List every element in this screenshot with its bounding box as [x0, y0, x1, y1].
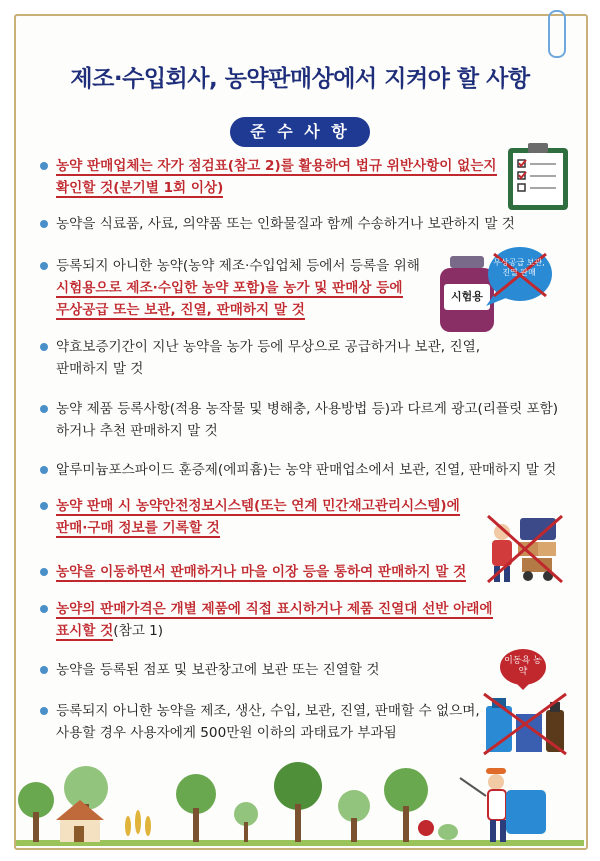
rule-text [56, 213, 515, 235]
rule-item [40, 398, 558, 442]
paperclip-icon [548, 10, 566, 58]
rule-text [56, 398, 558, 442]
bullet-icon [40, 405, 48, 413]
rule-text [56, 459, 556, 481]
bullet-icon [40, 707, 48, 715]
rule-item [40, 213, 515, 235]
highlighted-text: 판매·구매 정보를 기록할 것 [56, 520, 220, 536]
rule-text [56, 495, 460, 539]
landscape-illustration [16, 760, 584, 846]
rule-item [40, 659, 379, 681]
bubble-text: 무상공급 보관, 진열 판매 [493, 258, 545, 277]
mobile-vendor-icon [484, 512, 566, 584]
rule-line [56, 459, 556, 481]
plain-text: 판매하지 말 것 [56, 361, 144, 377]
rule-line [56, 561, 466, 583]
rule-line [56, 213, 515, 235]
plain-text: 등록되지 아니한 농약을 제조, 생산, 수입, 보관, 진열, 판매할 수 없으며, [56, 703, 480, 719]
rule-line [56, 277, 420, 299]
plain-text: 농약을 식료품, 사료, 의약품 또는 인화물질과 함께 수송하거나 보관하지 말 것 [56, 216, 515, 232]
plain-text: (참고 1) [113, 623, 164, 639]
plain-text: 약효보증기간이 지난 농약을 농가 등에 무상으로 공급하거나 보관, 진열, [56, 339, 481, 355]
rule-item [40, 255, 420, 321]
bullet-icon [40, 162, 48, 170]
rule-text [56, 700, 480, 744]
rule-text [56, 659, 379, 681]
rule-line [56, 517, 460, 539]
rule-item [40, 155, 497, 199]
rule-text [56, 336, 480, 380]
highlighted-text: 표시할 것 [56, 623, 114, 639]
plain-text: 농약을 등록된 점포 및 보관창고에 보관 또는 진열할 것 [56, 662, 380, 678]
rule-item [40, 561, 466, 583]
rule-line [56, 722, 480, 744]
highlighted-text: 무상공급 또는 보관, 진열, 판매하지 말 것 [56, 302, 305, 318]
highlighted-text: 확인할 것(분기별 1회 이상) [56, 180, 224, 196]
rule-line [56, 398, 558, 420]
rule-line [56, 495, 460, 517]
bullet-icon [40, 343, 48, 351]
plain-text: 하거나 추천 판매하지 말 것 [56, 423, 218, 439]
plain-text: 등록되지 아니한 농약(농약 제조·수입업체 등에서 등록을 위해 [56, 258, 420, 274]
rule-item [40, 700, 480, 744]
mobile-badge-text: 이동욕 농약 [504, 656, 542, 677]
rule-item [40, 598, 493, 642]
rule-line [56, 620, 493, 642]
bullet-icon [40, 262, 48, 270]
rule-line [56, 155, 497, 177]
rule-text [56, 155, 497, 199]
rule-line [56, 177, 497, 199]
rule-text [56, 561, 466, 583]
plain-text: 알루미늄포스파이드 훈증제(에피흄)는 농약 판매업소에서 보관, 진열, 판매하지 말 것 [56, 462, 557, 478]
rule-line [56, 700, 480, 722]
rule-line [56, 255, 420, 277]
rule-line [56, 299, 420, 321]
rule-item [40, 459, 556, 481]
bullet-icon [40, 568, 48, 576]
rule-line [56, 336, 480, 358]
bullet-icon [40, 666, 48, 674]
rule-line [56, 659, 379, 681]
highlighted-text: 시험용으로 제조·수입한 농약 포함)을 농가 및 판매상 등에 [56, 280, 403, 296]
checklist-clipboard-icon [504, 140, 572, 212]
highlighted-text: 농약 판매업체는 자가 점검표(참고 2)를 활용하여 법규 위반사항이 없는지 [56, 158, 497, 174]
rule-line [56, 358, 480, 380]
jar-label: 시험용 [451, 290, 483, 303]
rule-text [56, 598, 493, 642]
bullet-icon [40, 502, 48, 510]
highlighted-text: 농약 판매 시 농약안전정보시스템(또는 연계 민간재고관리시스템)에 [56, 498, 460, 514]
plain-text: 사용할 경우 사용자에게 500만원 이하의 과태료가 부과됨 [56, 725, 397, 741]
bullet-icon [40, 605, 48, 613]
page-title: 제조·수입회사, 농약판매상에서 지켜야 할 사항 [70, 66, 530, 92]
rule-text [56, 255, 420, 321]
rule-line [56, 420, 558, 442]
bullet-icon [40, 220, 48, 228]
highlighted-text: 농약의 판매가격은 개별 제품에 직접 표시하거나 제품 진열대 선반 아래에 [56, 601, 493, 617]
section-label: 준 수 사 항 [230, 117, 370, 147]
plain-text: 농약 제품 등록사항(적용 농작물 및 병해충, 사용방법 등)과 다르게 광고(리플릿 포함) [56, 401, 559, 417]
rule-item [40, 336, 480, 380]
unregistered-products-icon [480, 688, 570, 756]
bullet-icon [40, 466, 48, 474]
rule-line [56, 598, 493, 620]
rule-item [40, 495, 460, 539]
highlighted-text: 농약을 이동하면서 판매하거나 마을 이장 등을 통하여 판매하지 말 것 [56, 564, 467, 580]
